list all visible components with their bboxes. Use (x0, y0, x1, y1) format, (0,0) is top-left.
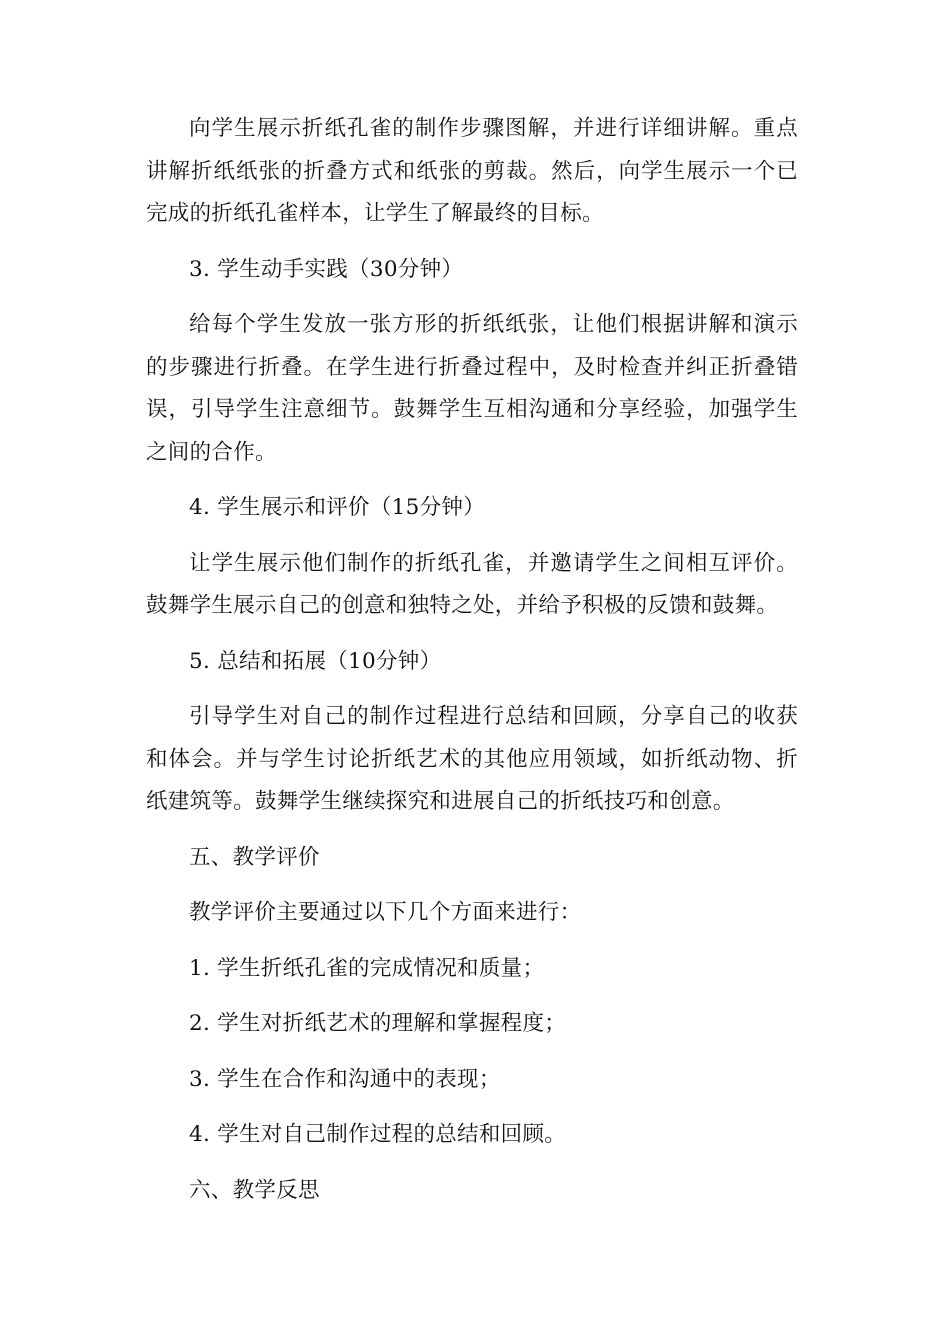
evaluation-item-1: 1. 学生折纸孔雀的完成情况和质量； (189, 955, 545, 981)
evaluation-item-4: 4. 学生对自己制作过程的总结和回顾。 (189, 1122, 567, 1147)
paragraph-demonstration: 向学生展示折纸孔雀的制作步骤图解，并进行详细讲解。重点讲解折纸纸张的折叠方式和纸张的剪裁。然后，向学生展示一个已完成的折纸孔雀样本，让学生了解最终的目标。 (146, 116, 798, 226)
heading-step-5: 5. 总结和拓展（10分钟） (189, 648, 442, 674)
section-heading-reflection: 六、教学反思 (189, 1177, 320, 1203)
document-page (146, 108, 798, 1212)
paragraph-summary: 引导学生对自己的制作过程进行总结和回顾，分享自己的收获和体会。并与学生讨论折纸艺术的其他应用领域，如折纸动物、折纸建筑等。鼓舞学生继续探究和进展自己的折纸技巧和创意。 (146, 704, 798, 814)
paragraph-practice: 给每个学生发放一张方形的折纸纸张，让他们根据讲解和演示的步骤进行折叠。在学生进行折叠过程中，及时检查并纠正折叠错误，引导学生注意细节。鼓舞学生互相沟通和分享经验，加强学生之间的合作。 (146, 312, 798, 465)
paragraph-evaluation-intro: 教学评价主要通过以下几个方面来进行： (189, 900, 582, 925)
section-heading-evaluation: 五、教学评价 (189, 844, 320, 870)
heading-step-3: 3. 学生动手实践（30分钟） (189, 256, 464, 282)
paragraph-showcase: 让学生展示他们制作的折纸孔雀，并邀请学生之间相互评价。鼓舞学生展示自己的创意和独特之处，并给予积极的反馈和鼓舞。 (146, 550, 798, 618)
evaluation-item-2: 2. 学生对折纸艺术的理解和掌握程度； (189, 1011, 567, 1036)
evaluation-item-3: 3. 学生在合作和沟通中的表现； (189, 1066, 501, 1092)
heading-step-4: 4. 学生展示和评价（15分钟） (189, 495, 486, 520)
